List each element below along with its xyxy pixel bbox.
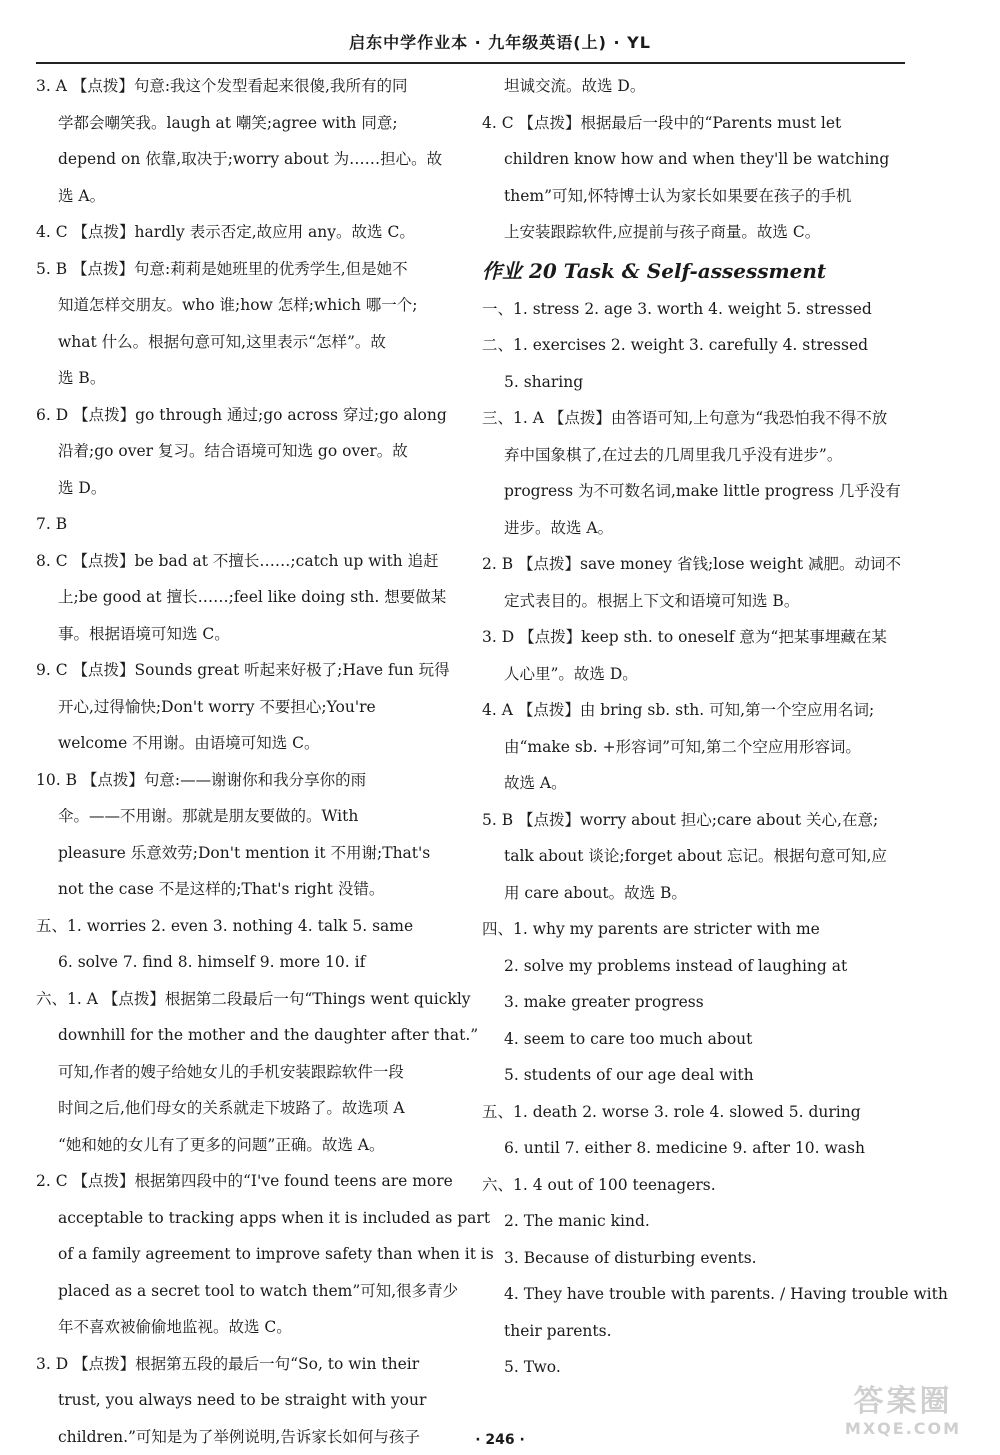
text-line: 3. D 【点拨】keep sth. to oneself 意为“把某事埋藏在某 [482,619,907,656]
text-line: not the case 不是这样的;That's right 没错。 [36,871,446,908]
text-line: 4. seem to care too much about [482,1021,907,1058]
text-line: 7. B [36,506,446,543]
watermark-logo [828,1385,978,1443]
text-line: acceptable to tracking apps when it is included as part [36,1200,446,1237]
page-header: 启东中学作业本 · 九年级英语(上) · YL [0,30,1000,53]
answer-item [482,911,907,1094]
text-line: 故选 A。 [482,765,907,802]
answer-item [482,692,907,802]
text-line: 六、1. 4 out of 100 teenagers. [482,1167,907,1204]
text-line: 进步。故选 A。 [482,510,907,547]
text-line: 9. C 【点拨】Sounds great 听起来好极了;Have fun 玩得 [36,652,446,689]
text-line: 2. C 【点拨】根据第四段中的“I've found teens are more [36,1163,446,1200]
text-line: 三、1. A 【点拨】由答语可知,上句意为“我恐怕我不得不放 [482,400,907,437]
answer-item [36,908,446,981]
text-line: their parents. [482,1313,907,1350]
text-line: 6. until 7. either 8. medicine 9. after 10. wash [482,1130,907,1167]
text-line: 定式表目的。根据上下文和语境可知选 B。 [482,583,907,620]
text-line: 6. solve 7. find 8. himself 9. more 10. if [36,944,446,981]
text-line: 2. The manic kind. [482,1203,907,1240]
text-line: 时间之后,他们母女的关系就走下坡路了。故选项 A [36,1090,446,1127]
text-line: 二、1. exercises 2. weight 3. carefully 4. stressed [482,327,907,364]
text-line: 伞。——不用谢。那就是朋友要做的。With [36,798,446,835]
text-line: “她和她的女儿有了更多的问题”正确。故选 A。 [36,1127,446,1164]
text-line: 六、1. A 【点拨】根据第二段最后一句“Things went quickly [36,981,446,1018]
text-line: of a family agreement to improve safety than when it is [36,1236,446,1273]
answer-item [482,1167,907,1386]
answer-item [36,762,446,908]
text-line: 4. C 【点拨】根据最后一段中的“Parents must let [482,105,907,142]
text-line: 5. Two. [482,1349,907,1386]
text-line: 3. make greater progress [482,984,907,1021]
text-line: talk about 谈论;forget about 忘记。根据句意可知,应 [482,838,907,875]
section-title: 作业 20 Task & Self-assessment [482,251,907,291]
answer-item [482,327,907,400]
text-line: 4. They have trouble with parents. / Having trouble with [482,1276,907,1313]
text-line: 8. C 【点拨】be bad at 不擅长……;catch up with 追赶 [36,543,446,580]
text-line: 5. students of our age deal with [482,1057,907,1094]
text-line: depend on 依靠,取决于;worry about 为……担心。故 [36,141,446,178]
watermark-text-top: 答案圈 [828,1385,978,1419]
answer-item [482,291,907,328]
text-line: 五、1. death 2. worse 3. role 4. slowed 5. during [482,1094,907,1131]
answer-item [36,214,446,251]
text-line: 年不喜欢被偷偷地监视。故选 C。 [36,1309,446,1346]
answer-item [36,1163,446,1346]
text-line: 5. B 【点拨】句意:莉莉是她班里的优秀学生,但是她不 [36,251,446,288]
answer-item [36,506,446,543]
answer-item [36,68,446,214]
text-line: 知道怎样交朋友。who 谁;how 怎样;which 哪一个; [36,287,446,324]
answer-item [482,105,907,251]
text-line: 3. A 【点拨】句意:我这个发型看起来很傻,我所有的同 [36,68,446,105]
answer-item [482,802,907,912]
text-line: welcome 不用谢。由语境可知选 C。 [36,725,446,762]
watermark-text-bottom: MXQE.COM [828,1419,978,1439]
text-line: 人心里”。故选 D。 [482,656,907,693]
answer-item [36,543,446,653]
text-line: 10. B 【点拨】句意:——谢谢你和我分享你的雨 [36,762,446,799]
text-line: 事。根据语境可知选 C。 [36,616,446,653]
text-line: trust, you always need to be straight with your [36,1382,446,1419]
header-rule [36,62,905,64]
text-line: 3. D 【点拨】根据第五段的最后一句“So, to win their [36,1346,446,1383]
text-line: children.”可知是为了举例说明,告诉家长如何与孩子 [36,1419,446,1455]
text-line: 选 D。 [36,470,446,507]
text-line: them”可知,怀特博士认为家长如果要在孩子的手机 [482,178,907,215]
answer-item [482,1094,907,1167]
text-line: 3. Because of disturbing events. [482,1240,907,1277]
text-line: what 什么。根据句意可知,这里表示“怎样”。故 [36,324,446,361]
text-line: 5. B 【点拨】worry about 担心;care about 关心,在意; [482,802,907,839]
answer-item [482,68,907,105]
text-line: 坦诚交流。故选 D。 [482,68,907,105]
text-line: placed as a secret tool to watch them”可知,很多青少 [36,1273,446,1310]
answer-item [36,397,446,507]
text-line: downhill for the mother and the daughter after that.” [36,1017,446,1054]
text-line: 6. D 【点拨】go through 通过;go across 穿过;go along [36,397,446,434]
answer-item [36,981,446,1164]
answer-item [36,251,446,397]
text-line: 一、1. stress 2. age 3. worth 4. weight 5. stressed [482,291,907,328]
text-line: 用 care about。故选 B。 [482,875,907,912]
text-line: children know how and when they'll be watching [482,141,907,178]
text-line: 四、1. why my parents are stricter with me [482,911,907,948]
text-line: 弃中国象棋了,在过去的几周里我几乎没有进步”。 [482,437,907,474]
text-line: 4. C 【点拨】hardly 表示否定,故应用 any。故选 C。 [36,214,446,251]
answer-item [482,400,907,546]
text-line: 沿着;go over 复习。结合语境可知选 go over。故 [36,433,446,470]
text-line: 可知,作者的嫂子给她女儿的手机安装跟踪软件一段 [36,1054,446,1091]
text-line: 2. B 【点拨】save money 省钱;lose weight 减肥。动词不 [482,546,907,583]
text-line: 2. solve my problems instead of laughing at [482,948,907,985]
text-line: pleasure 乐意效劳;Don't mention it 不用谢;That's [36,835,446,872]
answer-item [36,652,446,762]
left-column [36,68,446,1455]
text-line: 选 B。 [36,360,446,397]
page-number: · 246 · [0,1432,1000,1448]
text-line: 上;be good at 擅长……;feel like doing sth. 想要做某 [36,579,446,616]
text-line: 4. A 【点拨】由 bring sb. sth. 可知,第一个空应用名词; [482,692,907,729]
text-line: 由“make sb. +形容词”可知,第二个空应用形容词。 [482,729,907,766]
right-column [482,68,907,1386]
text-line: 学都会嘲笑我。laugh at 嘲笑;agree with 同意; [36,105,446,142]
answer-item [482,546,907,619]
text-line: progress 为不可数名词,make little progress 几乎没有 [482,473,907,510]
text-line: 上安装跟踪软件,应提前与孩子商量。故选 C。 [482,214,907,251]
text-line: 5. sharing [482,364,907,401]
text-line: 选 A。 [36,178,446,215]
text-line: 开心,过得愉快;Don't worry 不要担心;You're [36,689,446,726]
text-line: 五、1. worries 2. even 3. nothing 4. talk 5. same [36,908,446,945]
answer-item [482,619,907,692]
